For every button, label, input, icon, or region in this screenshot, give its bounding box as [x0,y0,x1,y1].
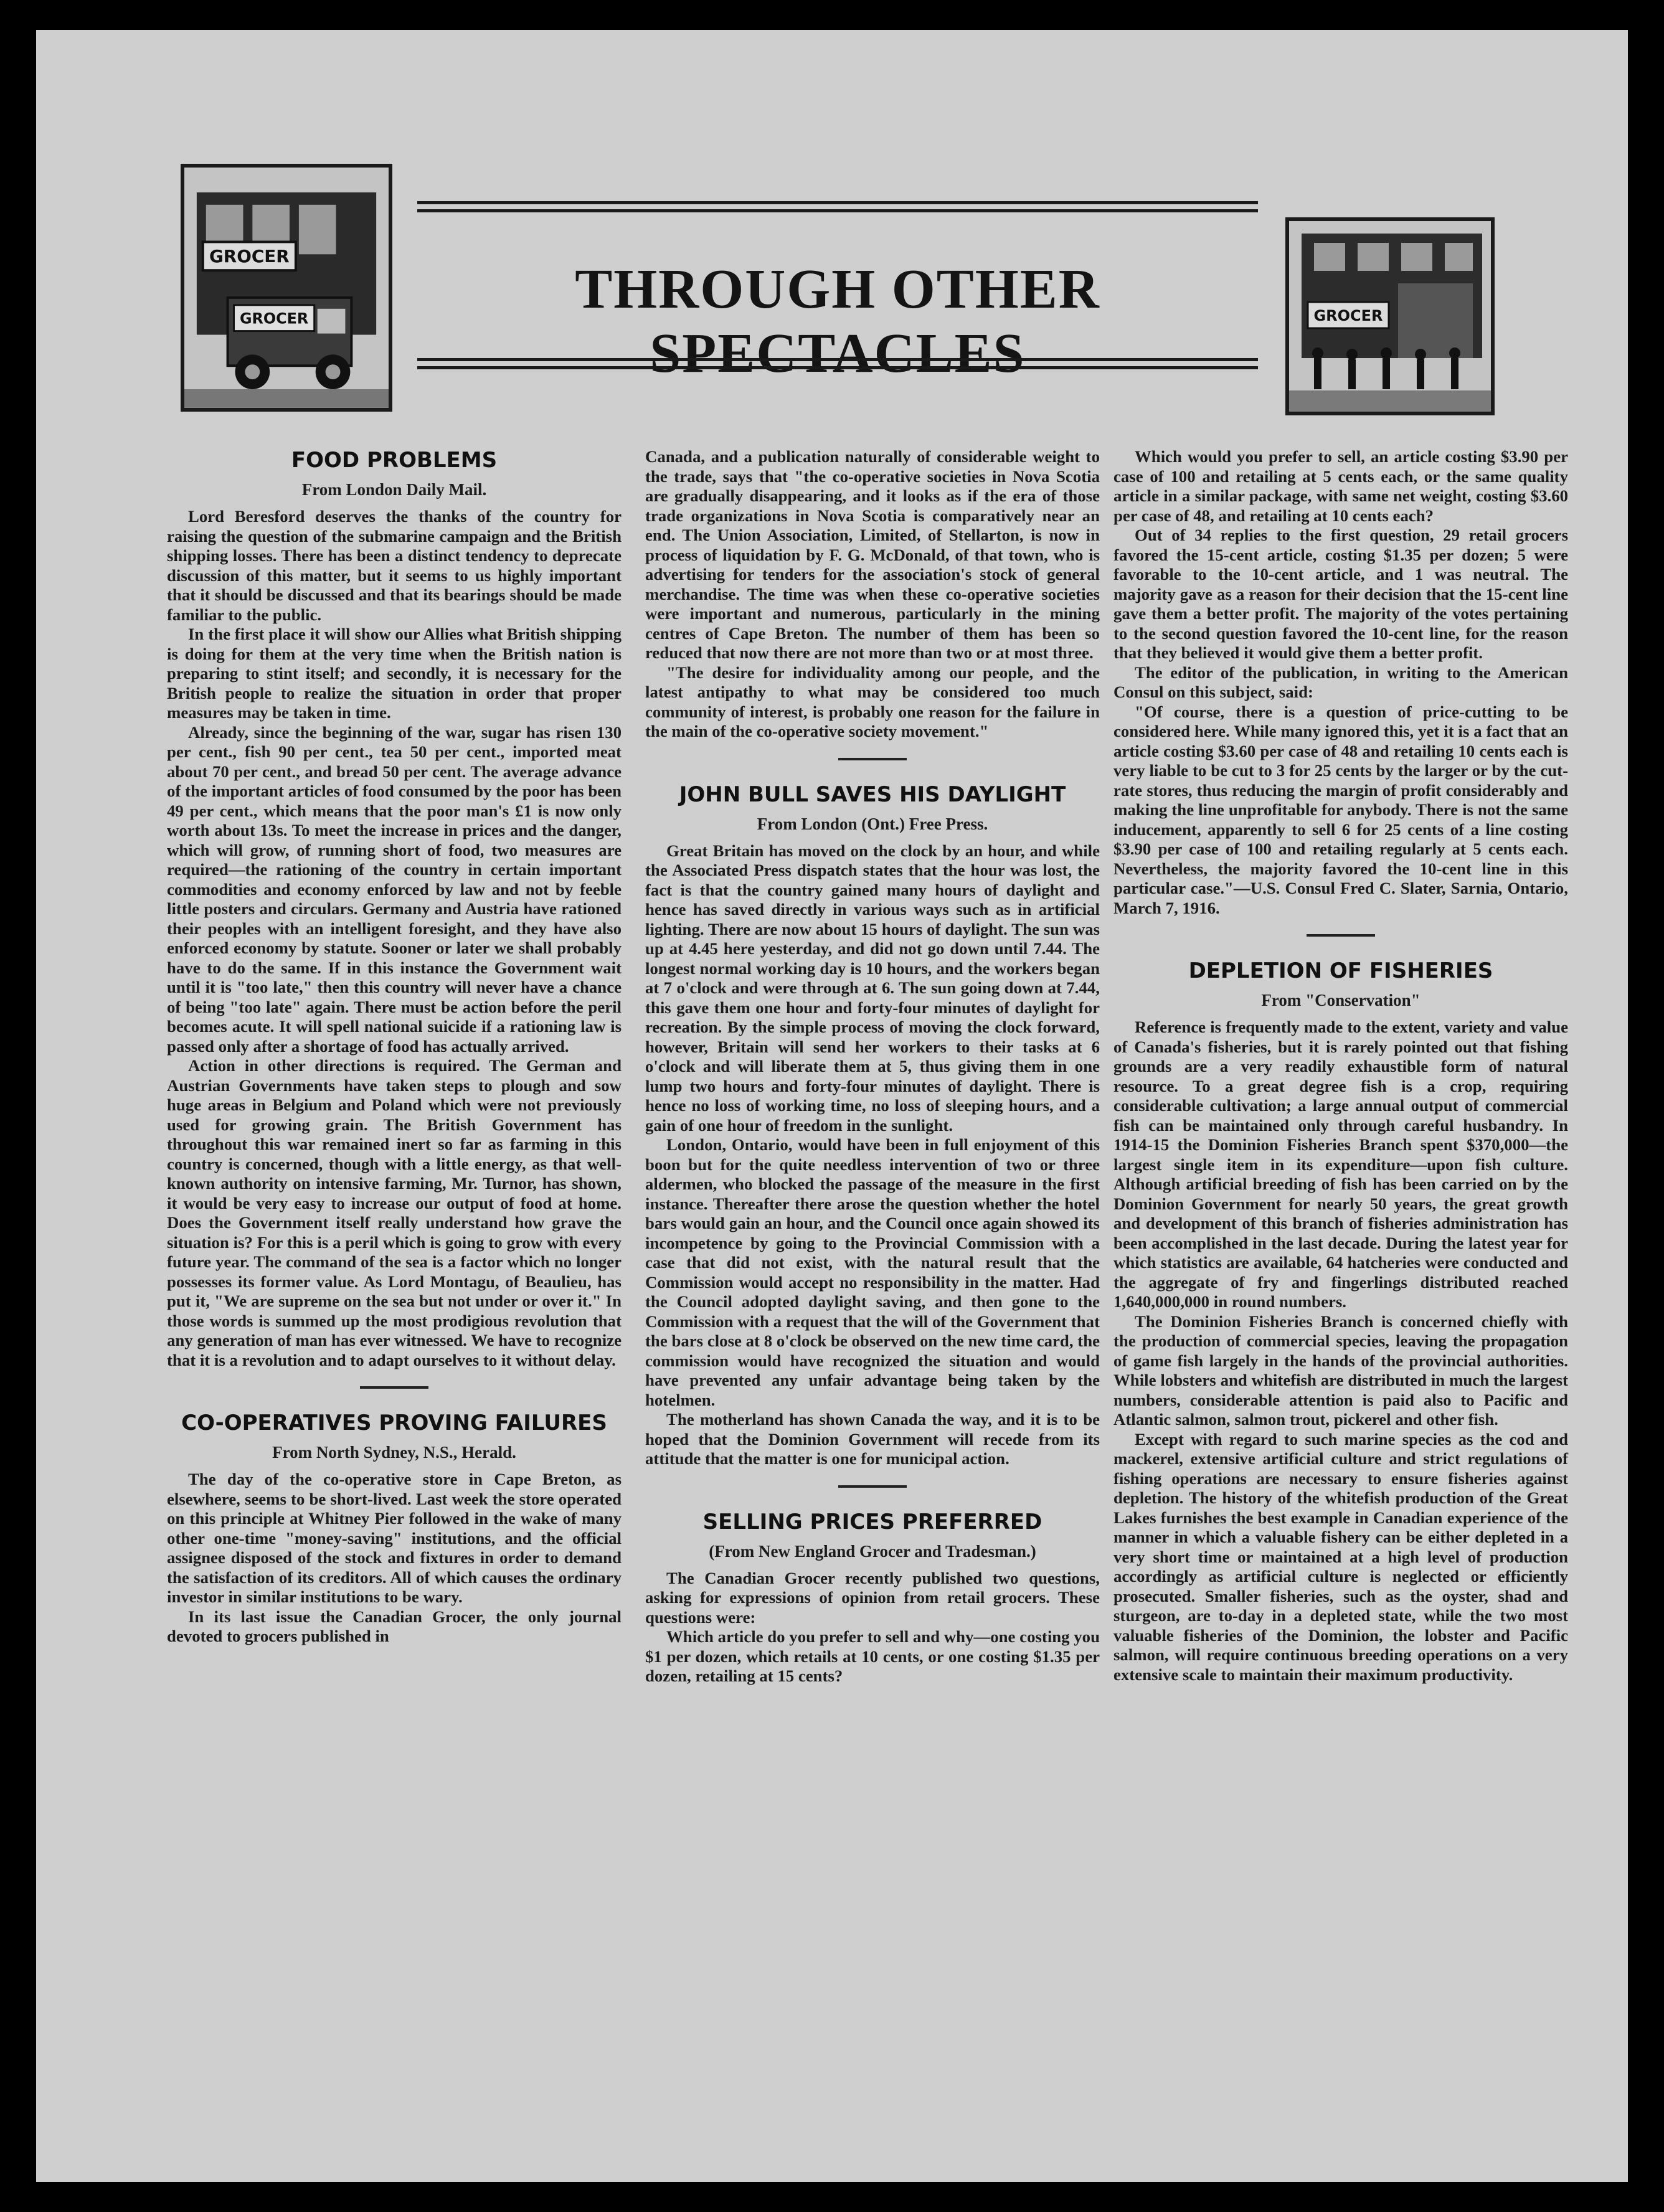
grocery-delivery-truck-icon [181,164,392,412]
grocery-storefront-icon [1285,217,1495,415]
article-title: FOOD PROBLEMS [291,448,498,473]
article-paragraph: The Dominion Fisheries Branch is concerned chiefly with the production of commercial species, leaving the propagation of game fish largely in the hands of the provincial authorities. While lobsters and whitefish are distributed in much the largest numbers, considerable attention is paid also to Pacific and Atlantic salmon, salmon trout, pickerel and other fish. [1113,1312,1568,1429]
article-paragraph: The motherland has shown Canada the way, and it is to be hoped that the Dominion Government will recede from its attitude that the matter is one for municipal action. [645,1410,1100,1468]
truck-sign-lower: GROCER [239,310,309,328]
article-title: CO-OPERATIVES PROVING FAILURES [181,1411,607,1435]
article-title: SELLING PRICES PREFERRED [702,1509,1042,1534]
article-paragraph: "Of course, there is a question of price-cutting to be considered here. While many ignored this, yet it is a fact that an article costing $3.60 per case of 48 and retailing 10 cents each is very liable to be cut to 3 for 25 cents by the larger or by the cut-rate stores, thus reducing the margin of profit considerably and making the line unprofitable for anybody. There is not the same inducement, apparently to sell 6 for 25 cents of a line costing $3.90 per case of 100 and retailing regularly at 5 cents each. Nevertheless, the majority favored the 10-cent line in this particular case."—U.S. Consul Fred C. Slater, Sarnia, Ontario, March 7, 1916. [1113,702,1568,917]
article-paragraph: "The desire for individuality among our people, and the latest antipathy to what may be considered too much community of interest, is probably one reason for the failure in the main of the co-operative society movement." [645,663,1100,740]
article-paragraph: Lord Beresford deserves the thanks of the country for raising the question of the submarine campaign and the British shipping losses. There has been a distinct tendency to deprecate discussion of this matter, but it seems to us highly important that it should be discussed and that its bearings should be made familiar to the public. [167,507,622,624]
article-paragraph: Out of 34 replies to the first question, 29 retail grocers favored the 15-cent article, costing $1.35 per dozen; 5 were favorable to the 10-cent article, and 1 was neutral. The majority gave as a reason for their decision that the 15-cent line gave them a better profit. The majority of the votes pertaining to the second question favored the 10-cent line, for the reason that they believed it would give them a better profit. [1113,526,1568,662]
article-title: DEPLETION OF FISHERIES [1188,958,1493,983]
article-paragraph: Reference is frequently made to the extent, variety and value of Canada's fisheries, but it is rarely pointed out that fishing grounds are a very readily exhaustible form of natural resource. To a great degree fish is a crop, requiring considerable cultivation; a large annual output of commercial fish can be maintained only through careful husbandry. In 1914-15 the Dominion Fisheries Branch spent $370,000—the largest single item in its expenditure—upon fish culture. Although artificial breeding of fish has been carried on by the Dominion Government for nearly 50 years, the great growth and development of this branch of fisheries administration has been accomplished in the last decade. During the latest year for which statistics are available, 64 hatcheries were conducted and the aggregate of fry and fingerlings distributed reached 1,640,000,000 in round numbers. [1113,1018,1568,1311]
store-sign: GROCER [1313,307,1383,324]
article-paragraph-continued: Canada, and a publication naturally of considerable weight to the trade, says that "the co-operative societies in Nova Scotia are gradually disappearing, and it looks as if the era of those trade organizations in Nova Scotia is comparatively near an end. The Union Association, Limited, of Stellarton, is now in process of liquidation by F. G. McDonald, of that town, who is advertising for tenders for the association's stock of general merchandise. The time was when these co-operative societies were important and numerous, particularly in the mining centres of Cape Breton. The number of them has been so reduced that now there are not more than two or at most three. [645,447,1100,662]
newspaper-page [36,30,1628,2182]
column-3 [1113,447,1568,1685]
article-paragraph: Except with regard to such marine species as the cod and mackerel, extensive artificial culture and strict regulations of fishing operations are necessary to ensure fisheries against depletion. The history of the whitefish production of the Great Lakes furnishes the best example in Canadian experience of the manner in which a valuable fishery can be either depleted in a very short time or maintained at a high level of production accordingly as artificial culture is neglected or efficiently prosecuted. Smaller fisheries, such as the oyster, shad and sturgeon, are to-day in a depleted state, while the two most valuable fisheries of the Dominion, the lobster and Pacific salmon, will require continuous breeding operations on a very extensive scale to maintain their maximum productivity. [1113,1429,1568,1684]
article-source: From "Conservation" [1261,991,1421,1009]
article-paragraph: Already, since the beginning of the war, sugar has risen 130 per cent., fish 90 per cent., tea 50 per cent., imported meat about 70 per cent., and bread 50 per cent. The average advance of the important articles of food consumed by the poor has been 49 per cent., which means that the poor man's £1 is now only worth about 13s. To meet the increase in prices and the danger, which will grow, of running short of food, two measures are required—the rationing of the country in certain important commodities and economy enforced by law and not by feeble little posters and circulars. Germany and Austria have rationed their peoples with an intelligent foresight, and they have also enforced economy by statute. Sooner or later we shall probably have to do the same. If in this instance the Government wait until it is "too late," then this country will never have a chance of being "too late" again. There must be action before the peril becomes acute. It will spell national suicide if a rationing law is passed only after a shortage of food has actually arrived. [167,722,622,1056]
article-food-problems [167,447,622,1370]
article-source: From London Daily Mail. [301,480,487,499]
article-separator [838,1485,907,1488]
article-paragraph: In the first place it will show our Allies what British shipping is doing for them at the very time when the British nation is preparing to stint itself; and secondly, it is necessary for the British people to realize the situation in order that proper measures may be taken in time. [167,625,622,722]
banner-rule-bottom [417,358,1258,369]
article-title: JOHN BULL SAVES HIS DAYLIGHT [679,782,1066,807]
article-selling-prices [645,1509,1100,1686]
banner-rule-top [417,201,1258,212]
page-title: THROUGH OTHER SPECTACLES [575,258,1100,384]
article-co-operatives [167,1410,622,1647]
article-paragraph: The day of the co-operative store in Cape Breton, as elsewhere, seems to be short-lived. Last week the store operated on this principle at Whitney Pier followed in the wake of many other one-time "money-saving" institutions, and the official assignee disposed of the stock and fixtures in order to demand the satisfaction of its creditors. All of which causes the ordinary investor in similar institutions to be wary. [167,1470,622,1606]
article-paragraph: Which would you prefer to sell, an article costing $3.90 per case of 100 and retailing at 5 cents each, or the same quality article in a similar package, with same net weight, costing $3.60 per case of 48, and retailing at 10 cents each? [1113,447,1568,525]
article-separator [360,1386,428,1389]
article-paragraph: Action in other directions is required. The German and Austrian Governments have taken steps to plough and sow huge areas in Belgium and Poland which were not previously used for growing grain. The British Government has throughout this war remained inert so far as farming in this country is concerned, though with a little energy, as that well-known authority on intensive farming, Mr. Turnor, has shown, it would be very easy to increase our output of food at home. Does the Government itself really understand how grave the situation is? For this is a peril which is going to grow with every future year. The command of the sea is a factor which no longer possesses its former value. As Lord Montagu, of Beaulieu, has put it, "We are supreme on the sea but not under or over it." In those words is summed up the most prodigious revolution that any generation of man has ever witnessed. We have to recognize that it is a revolution and to adapt ourselves to it without delay. [167,1056,622,1369]
article-paragraph: Which article do you prefer to sell and why—one costing you $1 per dozen, which retails at 10 cents, or one costing $1.35 per dozen, retailing at 15 cents? [645,1627,1100,1685]
article-separator [838,758,907,760]
article-source: From London (Ont.) Free Press. [757,814,988,833]
article-paragraph: London, Ontario, would have been in full enjoyment of this boon but for the quite needless intervention of two or three aldermen, who blocked the passage of the measure in the first instance. Thereafter there arose the question whether the hotel bars would gain an hour, and the Council once again showed its incompetence by going to the Provincial Commission with a case that did not exist, with the natural result that the Commission would accept no responsibility in the matter. Had the Council adopted daylight saving, and then gone to the Commission with a request that the will of the Government that the bars close at 8 o'clock be observed on the new time card, the commission would have recognized the situation and would have prevented any unfair advantage being taken by the hotelmen. [645,1135,1100,1409]
article-source: (From New England Grocer and Tradesman.) [709,1541,1036,1561]
article-paragraph: The Canadian Grocer recently published two questions, asking for expressions of opinion from retail grocers. These questions were: [645,1568,1100,1627]
page-banner [181,164,1495,416]
article-paragraph: In its last issue the Canadian Grocer, the only journal devoted to grocers published in [167,1607,622,1645]
column-1 [167,447,622,1647]
article-john-bull-daylight [645,782,1100,1469]
article-paragraph: Great Britain has moved on the clock by an hour, and while the Associated Press dispatch states that the hour was lost, the fact is that the country gained many hours of daylight and hence has saved directly in various ways such as in artificial lighting. There are now about 15 hours of daylight. The sun was up at 4.45 here yesterday, and did not go down until 7.44. The longest normal working day is 10 hours, and the workers began at 7 o'clock and were through at 6. The sun going down at 7.44, this gave them one hour and forty-four minutes of daylight for recreation. By the simple process of moving the clock forward, however, Britain will send her workers to their tasks at 6 o'clock and will liberate them at 5, thus giving them in one lump two hours and forty-four minutes of daylight. There is hence no loss of working time, no loss of sleeping hours, and a gain of one hour of freedom in the sunlight. [645,841,1100,1135]
truck-sign-upper: GROCER [209,246,290,267]
article-depletion-of-fisheries [1113,958,1568,1685]
column-2 [645,447,1100,1686]
article-paragraph: The editor of the publication, in writing to the American Consul on this subject, said: [1113,663,1568,701]
article-source: From North Sydney, N.S., Herald. [272,1443,516,1462]
article-separator [1307,934,1375,937]
